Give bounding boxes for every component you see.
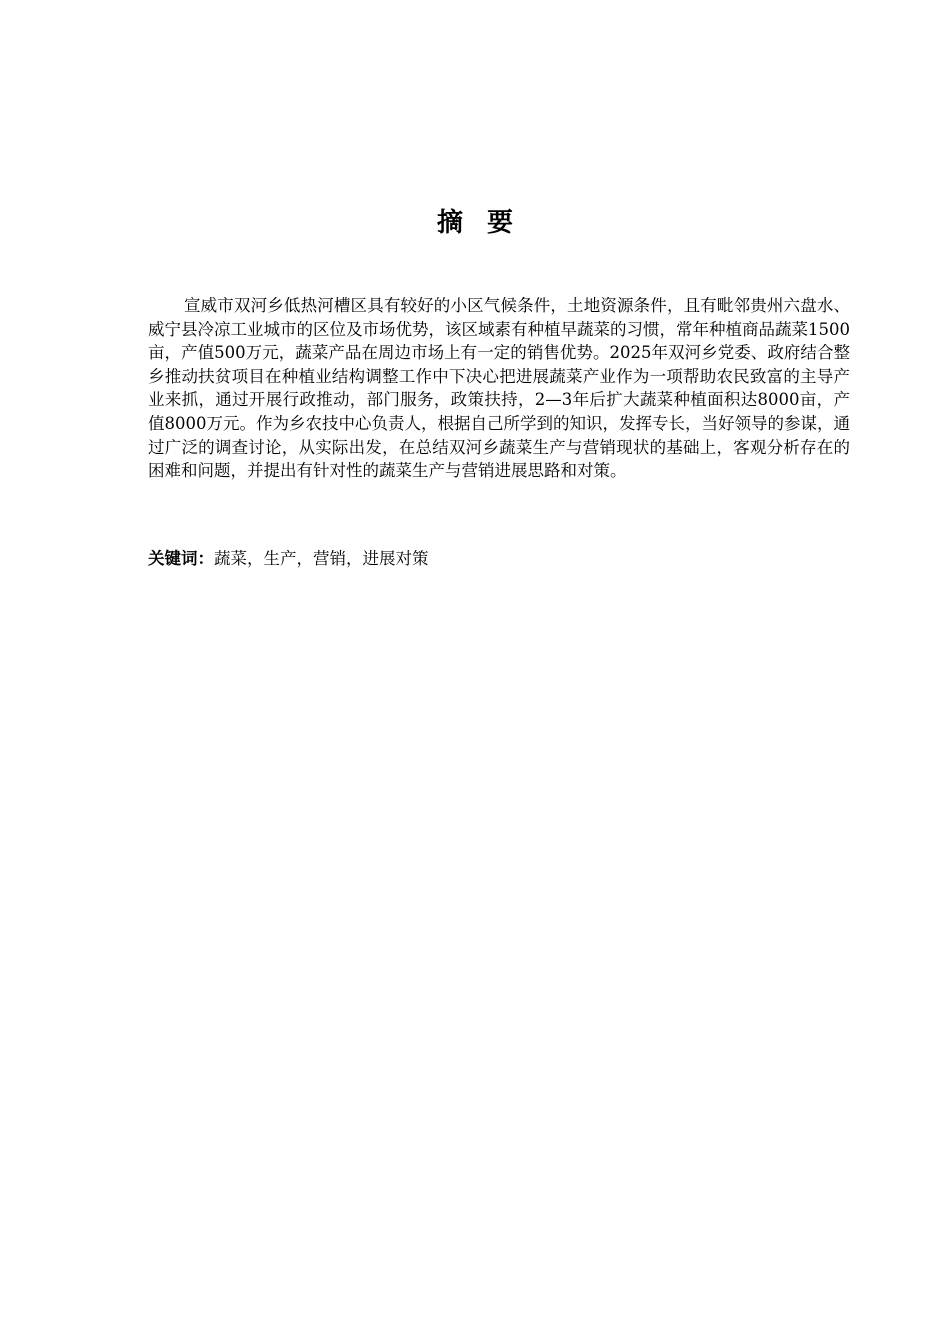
keywords-line — [148, 547, 850, 571]
abstract-title: 摘要 — [436, 208, 537, 238]
keywords-text: 蔬菜，生产，营销，进展对策 — [214, 549, 429, 568]
keywords-label: 关键词： — [148, 549, 214, 568]
abstract-body: 宣威市双河乡低热河槽区具有较好的小区气候条件，土地资源条件，且有毗邻贵州六盘水、威宁县冷凉工业城市的区位及市场优势，该区域素有种植早蔬菜的习惯，常年种植商品蔬菜1500亩，产值500万元，蔬菜产品在周边市场上有一定的销售优势。2025年双河乡党委、政府结合整乡推动扶贫项目在种植业结构调整工作中下决心把进展蔬菜产业作为一项帮助农民致富的主导产业来抓，通过开展行政推动，部门服务，政策扶持，2—3年后扩大蔬菜种植面积达8000亩，产值8000万元。作为乡农技中心负责人，根据自己所学到的知识，发挥专长，当好领导的参谋，通过广泛的调查讨论，从实际出发，在总结双河乡蔬菜生产与营销现状的基础上，客观分析存在的困难和问题，并提出有针对性的蔬菜生产与营销进展思路和对策。 — [148, 296, 850, 481]
